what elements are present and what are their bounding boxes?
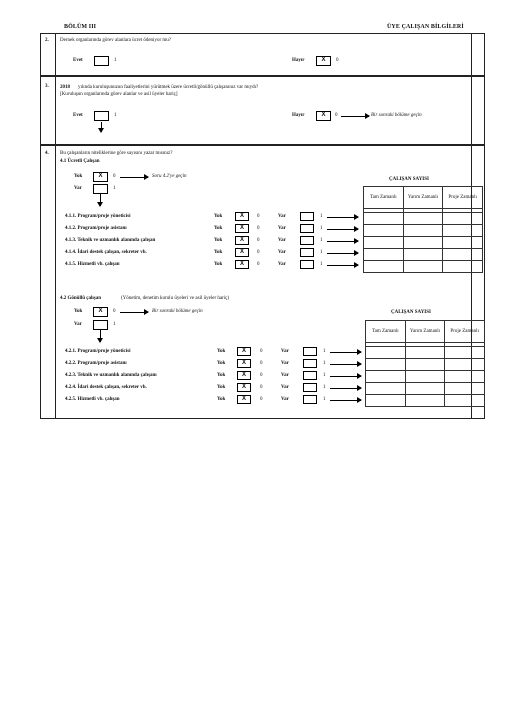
var-label: Var <box>281 349 289 354</box>
yok-label: Yok <box>217 397 226 402</box>
var-checkbox[interactable] <box>303 359 317 368</box>
var-code: 1 <box>320 238 323 243</box>
column-header: Proje Zamanlı <box>443 187 483 209</box>
var-code: 1 <box>320 214 323 219</box>
count-cell[interactable] <box>445 383 485 395</box>
question-text: Bu çalışanların niteliklerine göre sayısını yazar mısınız? <box>60 151 173 156</box>
yok-checkbox[interactable]: X <box>235 224 249 233</box>
number-column-divider <box>55 33 56 419</box>
var-checkbox[interactable] <box>303 371 317 380</box>
var-code: 1 <box>320 250 323 255</box>
column-header: Yarım Zamanlı <box>403 187 443 209</box>
count-cell[interactable] <box>405 359 445 371</box>
count-cell[interactable] <box>364 249 404 261</box>
var-label: Var <box>278 226 286 231</box>
yok-label: Yok <box>214 250 223 255</box>
right-arrow-icon <box>120 312 148 313</box>
volunteer-yok-checkbox[interactable]: X <box>93 307 108 317</box>
column-header: Tam Zamanlı <box>364 187 404 209</box>
count-cell[interactable] <box>443 213 483 225</box>
count-cell[interactable] <box>443 237 483 249</box>
question-text: yılında kuruluşunuzun faaliyetlerini yürütmek üzere ücretli/gönüllü çalışanınız var mıydı? <box>78 85 259 90</box>
yok-checkbox[interactable]: X <box>235 236 249 245</box>
sub-question-label: 4.2.2. Program/proje asistanı <box>65 361 127 366</box>
count-cell[interactable] <box>443 225 483 237</box>
down-arrow-icon <box>100 330 101 342</box>
var-code: 1 <box>323 361 326 366</box>
right-arrow-icon <box>341 116 369 117</box>
count-cell[interactable] <box>366 371 406 383</box>
question-number: 3. <box>45 84 49 89</box>
hayir-code: 0 <box>336 58 339 63</box>
yok-code: 0 <box>260 397 263 402</box>
volunteer-var-label: Var <box>74 322 82 327</box>
var-checkbox[interactable] <box>300 236 314 245</box>
down-arrow-icon <box>101 122 102 132</box>
paid-var-code: 1 <box>113 186 116 191</box>
var-checkbox[interactable] <box>300 248 314 257</box>
var-label: Var <box>281 373 289 378</box>
var-label: Var <box>281 397 289 402</box>
var-code: 1 <box>320 226 323 231</box>
paid-yok-code: 0 <box>113 174 116 179</box>
yok-label: Yok <box>217 385 226 390</box>
column-header: Yarım Zamanlı <box>405 321 445 343</box>
right-arrow-icon <box>327 265 358 266</box>
sub-question-label: 4.2.3. Teknik ve uzmanlık alanında çalışanı <box>65 373 157 378</box>
volunteer-section-title: 4.2 Gönüllü çalışan <box>60 296 101 301</box>
question-note: [Kuruluşun organlarında görev alanlar ve asil üyeler hariç] <box>60 92 178 97</box>
evet-checkbox[interactable] <box>94 111 109 121</box>
hayir-checkbox[interactable]: X <box>316 56 331 66</box>
count-cell[interactable] <box>443 249 483 261</box>
yok-checkbox[interactable]: X <box>237 371 251 380</box>
volunteer-var-code: 1 <box>113 322 116 327</box>
sub-question-label: 4.2.1. Program/proje yöneticisi <box>65 349 131 354</box>
question-number: 4. <box>45 151 49 156</box>
section-title: ÜYE ÇALIŞAN BİLGİLERİ <box>387 24 464 30</box>
count-cell[interactable] <box>366 395 406 407</box>
question-number: 2. <box>45 38 49 43</box>
paid-skip-instruction: Soru 4.2'ye geçin <box>152 174 187 179</box>
var-checkbox[interactable] <box>300 224 314 233</box>
count-cell[interactable] <box>403 249 443 261</box>
row-divider <box>40 144 485 146</box>
yok-code: 0 <box>257 238 260 243</box>
volunteer-yok-label: Yok <box>74 309 83 314</box>
sub-question-label: 4.2.4. İdari destek çalışan, sekreter vb. <box>65 385 147 390</box>
var-code: 1 <box>323 385 326 390</box>
paid-var-checkbox[interactable] <box>93 184 108 194</box>
right-arrow-icon <box>330 364 361 365</box>
count-cell[interactable] <box>366 347 406 359</box>
count-cell[interactable] <box>364 261 404 273</box>
paid-section-title: 4.1 Ücretli Çalışan <box>60 159 100 164</box>
row-divider <box>40 75 485 77</box>
var-code: 1 <box>320 262 323 267</box>
right-arrow-icon <box>120 177 148 178</box>
paid-count-table <box>363 186 483 273</box>
column-header: Tam Zamanlı <box>366 321 406 343</box>
yok-label: Yok <box>217 361 226 366</box>
evet-code: 1 <box>114 58 117 63</box>
question-year: 2018 <box>60 85 70 90</box>
sub-question-label: 4.2.5. Hizmetli vb. çalışan <box>65 397 120 402</box>
hayir-label: Hayır <box>292 58 305 63</box>
right-arrow-icon <box>330 376 361 377</box>
count-cell[interactable] <box>445 371 485 383</box>
count-cell[interactable] <box>445 395 485 407</box>
yok-label: Yok <box>217 373 226 378</box>
yok-checkbox[interactable]: X <box>237 347 251 356</box>
right-arrow-icon <box>327 241 358 242</box>
volunteer-section-note: (Yönetim, denetim kurulu üyeleri ve asil üyeler hariç) <box>121 296 230 301</box>
var-code: 1 <box>323 397 326 402</box>
yok-label: Yok <box>214 226 223 231</box>
count-cell[interactable] <box>405 347 445 359</box>
right-arrow-icon <box>330 388 361 389</box>
volunteer-count-header: ÇALIŞAN SAYISI <box>391 310 431 315</box>
question-text: Dernek organlarında görev alanlara ücret ödeniyor mu? <box>60 38 171 43</box>
sub-question-label: 4.1.1. Program/proje yöneticisi <box>65 214 131 219</box>
hayir-checkbox[interactable]: X <box>316 111 331 121</box>
skip-instruction: Bir sonraki bölüme geçin <box>371 113 422 118</box>
count-cell[interactable] <box>403 213 443 225</box>
down-arrow-icon <box>100 194 101 206</box>
var-label: Var <box>278 238 286 243</box>
yok-checkbox[interactable]: X <box>237 395 251 404</box>
right-arrow-icon <box>330 352 361 353</box>
yok-label: Yok <box>214 238 223 243</box>
sub-question-label: 4.1.5. Hizmetli vb. çalışan <box>65 262 120 267</box>
var-code: 1 <box>323 349 326 354</box>
var-label: Var <box>281 361 289 366</box>
var-label: Var <box>278 214 286 219</box>
evet-checkbox[interactable] <box>94 56 109 66</box>
yok-label: Yok <box>214 214 223 219</box>
count-cell[interactable] <box>364 213 404 225</box>
count-cell[interactable] <box>445 359 485 371</box>
evet-label: Evet <box>73 58 83 63</box>
var-checkbox[interactable] <box>303 383 317 392</box>
yok-checkbox[interactable]: X <box>237 383 251 392</box>
count-cell[interactable] <box>364 237 404 249</box>
yok-code: 0 <box>257 250 260 255</box>
sub-question-label: 4.1.4. İdari destek çalışan, sekreter vb. <box>65 250 147 255</box>
paid-yok-checkbox[interactable]: X <box>93 172 108 182</box>
count-cell[interactable] <box>405 371 445 383</box>
volunteer-yok-code: 0 <box>113 309 116 314</box>
paid-yok-label: Yok <box>74 174 83 179</box>
section-label: BÖLÜM III <box>64 24 97 30</box>
var-code: 1 <box>323 373 326 378</box>
evet-label: Evet <box>73 113 83 118</box>
count-cell[interactable] <box>443 261 483 273</box>
volunteer-count-table <box>365 320 485 407</box>
yok-code: 0 <box>257 262 260 267</box>
right-arrow-icon <box>330 400 361 401</box>
count-cell[interactable] <box>403 237 443 249</box>
right-arrow-icon <box>327 217 358 218</box>
yok-code: 0 <box>257 226 260 231</box>
yok-checkbox[interactable]: X <box>235 212 249 221</box>
sub-question-label: 4.1.2. Program/proje asistanı <box>65 226 127 231</box>
right-arrow-icon <box>327 253 358 254</box>
yok-checkbox[interactable]: X <box>235 260 249 269</box>
yok-code: 0 <box>257 214 260 219</box>
yok-code: 0 <box>260 373 263 378</box>
count-cell[interactable] <box>364 225 404 237</box>
yok-label: Yok <box>214 262 223 267</box>
hayir-label: Hayır <box>292 113 305 118</box>
hayir-code: 0 <box>335 113 338 118</box>
count-cell[interactable] <box>405 395 445 407</box>
var-checkbox[interactable] <box>300 260 314 269</box>
evet-code: 1 <box>114 113 117 118</box>
column-header: Proje Zamanlı <box>445 321 485 343</box>
count-cell[interactable] <box>405 383 445 395</box>
var-label: Var <box>281 385 289 390</box>
var-checkbox[interactable] <box>303 395 317 404</box>
count-cell[interactable] <box>403 261 443 273</box>
yok-code: 0 <box>260 385 263 390</box>
yok-checkbox[interactable]: X <box>235 248 249 257</box>
right-arrow-icon <box>327 229 358 230</box>
paid-var-label: Var <box>74 186 82 191</box>
volunteer-var-checkbox[interactable] <box>93 320 108 330</box>
count-cell[interactable] <box>445 347 485 359</box>
yok-code: 0 <box>260 361 263 366</box>
yok-code: 0 <box>260 349 263 354</box>
volunteer-skip-instruction: Bir sonraki bölüme geçin <box>152 309 203 314</box>
paid-count-header: ÇALIŞAN SAYISI <box>389 177 429 182</box>
yok-label: Yok <box>217 349 226 354</box>
count-cell[interactable] <box>403 225 443 237</box>
var-label: Var <box>278 262 286 267</box>
count-cell[interactable] <box>366 359 406 371</box>
sub-question-label: 4.1.3. Teknik ve uzmanlık alanında çalışan <box>65 238 156 243</box>
var-label: Var <box>278 250 286 255</box>
var-checkbox[interactable] <box>303 347 317 356</box>
yok-checkbox[interactable]: X <box>237 359 251 368</box>
count-cell[interactable] <box>366 383 406 395</box>
var-checkbox[interactable] <box>300 212 314 221</box>
